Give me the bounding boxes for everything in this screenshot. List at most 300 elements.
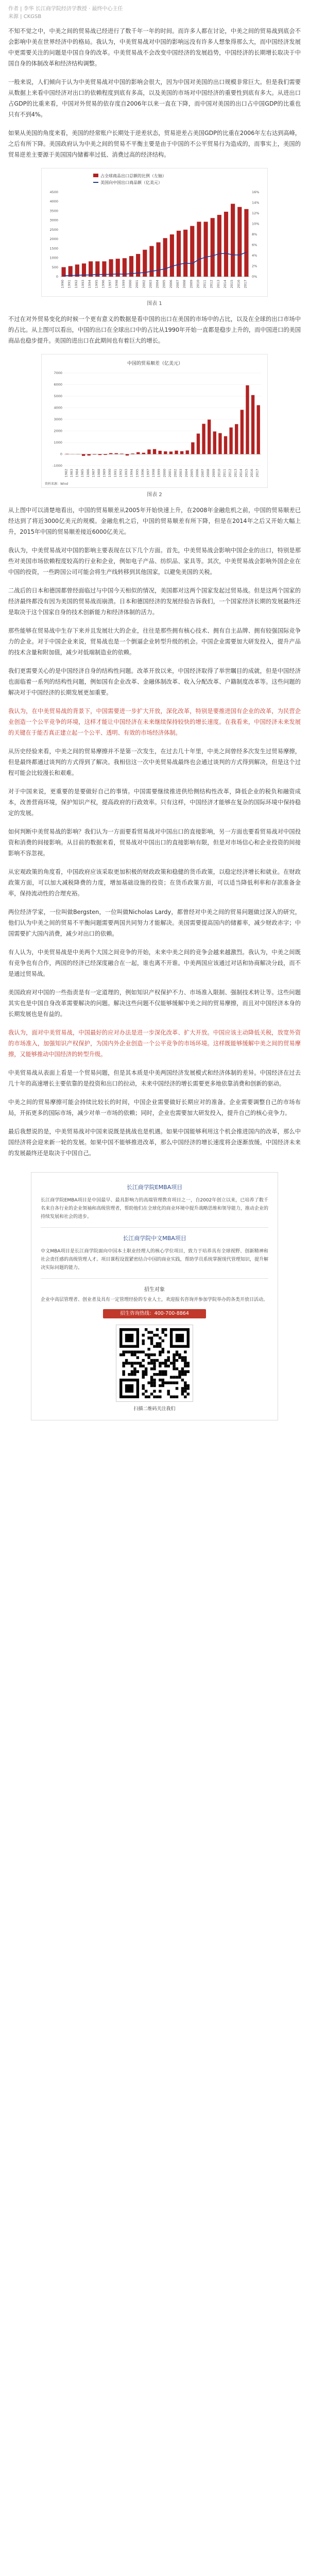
line-point bbox=[219, 253, 220, 255]
qr-module bbox=[164, 1373, 167, 1376]
line-point bbox=[104, 274, 105, 275]
qr-module bbox=[153, 1353, 156, 1356]
y-tick-label: 0 bbox=[60, 452, 62, 456]
qr-module bbox=[142, 1370, 145, 1373]
qr-module bbox=[162, 1381, 164, 1384]
qr-module bbox=[181, 1359, 184, 1362]
line-point bbox=[83, 275, 84, 276]
qr-module bbox=[173, 1396, 175, 1398]
qr-finder-core bbox=[176, 1334, 184, 1342]
line-point bbox=[63, 275, 64, 276]
line-point bbox=[239, 255, 240, 256]
y-right-tick-label: 4% bbox=[252, 253, 258, 258]
x-tick-label: 2011 bbox=[202, 280, 207, 289]
qr-module bbox=[136, 1362, 139, 1364]
qr-module bbox=[178, 1376, 181, 1378]
qr-module bbox=[145, 1328, 147, 1331]
line-point bbox=[199, 259, 200, 260]
qr-module bbox=[156, 1334, 159, 1336]
line-point bbox=[158, 269, 159, 270]
line-point bbox=[171, 266, 173, 267]
qr-module bbox=[162, 1384, 164, 1387]
qr-module bbox=[184, 1362, 186, 1364]
qr-module bbox=[145, 1390, 147, 1393]
legend-label-line: 美国向中国出口商品额（亿美元） bbox=[100, 180, 162, 185]
y-right-tick-label: 0% bbox=[252, 275, 258, 279]
qr-module bbox=[125, 1362, 128, 1364]
qr-module bbox=[184, 1373, 186, 1376]
x-tick-label: 2005 bbox=[162, 280, 166, 289]
qr-module bbox=[150, 1367, 153, 1370]
qr-module bbox=[145, 1370, 147, 1373]
chart-1-svg bbox=[42, 168, 268, 297]
x-tick-label: 1987 bbox=[91, 469, 96, 478]
qr-module bbox=[133, 1370, 136, 1373]
x-tick-label: 1992 bbox=[118, 469, 123, 478]
y-left-tick-label: 3000 bbox=[49, 218, 58, 223]
bar bbox=[98, 454, 101, 455]
x-tick-label: 1995 bbox=[135, 469, 140, 478]
y-right-tick-label: 16% bbox=[252, 190, 260, 194]
qr-module bbox=[173, 1353, 175, 1356]
line-point bbox=[144, 272, 145, 273]
x-tick-label: 2013 bbox=[233, 469, 238, 478]
line-point bbox=[70, 275, 71, 276]
qr-module bbox=[173, 1359, 175, 1362]
legend-label-bar: 占全球商品出口总额的比例（左轴） bbox=[100, 174, 166, 178]
qr-module bbox=[164, 1365, 167, 1367]
line-point bbox=[232, 255, 233, 256]
y-right-tick-label: 8% bbox=[252, 232, 258, 236]
x-tick-label: 2009 bbox=[189, 280, 194, 289]
line-point bbox=[77, 275, 78, 276]
bar bbox=[208, 419, 211, 454]
paragraph: 中美贸易战从表面上看是一个贸易问题，但是其本质是中美两国经济发展模式和经济体制的差异。中国经济在过去几十年的高速增长主要依靠的是投资和出口的拉动，未来中国经济的增长需要更多地依靠消费和创新的驱动。 bbox=[8, 1070, 301, 1087]
qr-module bbox=[150, 1379, 153, 1381]
bar bbox=[235, 424, 238, 454]
x-tick-label: 2017 bbox=[255, 469, 260, 478]
qr-module bbox=[184, 1396, 186, 1398]
x-tick-label: 1997 bbox=[108, 280, 112, 289]
bar bbox=[170, 234, 174, 277]
qr-module bbox=[164, 1334, 167, 1336]
x-tick-label: 2014 bbox=[223, 280, 227, 289]
bar bbox=[241, 410, 244, 454]
y-tick-label: 7000 bbox=[54, 371, 62, 375]
x-tick-label: 1991 bbox=[113, 469, 117, 478]
qr-module bbox=[150, 1381, 153, 1384]
x-tick-label: 1996 bbox=[140, 469, 145, 478]
x-tick-label: 2013 bbox=[216, 280, 220, 289]
qr-module bbox=[153, 1384, 156, 1387]
x-tick-label: 2010 bbox=[217, 469, 221, 478]
paragraph: 如何判断中美贸易战的影响？我们认为一方面要看贸易战对中国出口的直接影响，另一方面也要看贸易战对中国投资和消费的间接影响。从目前的数据来看，贸易战对中国出口的直接影响有限，但是对市场信心和企业投资的间接影响不容忽视。 bbox=[8, 828, 301, 857]
qr-module bbox=[162, 1331, 164, 1333]
qr-module bbox=[187, 1384, 190, 1387]
x-tick-label: 1994 bbox=[129, 469, 134, 478]
qr-module bbox=[131, 1353, 133, 1356]
x-tick-label: 1989 bbox=[102, 469, 107, 478]
line-point bbox=[90, 275, 91, 276]
enrollment-text: 企业中高层管理者、创业者及具有一定管理经验的专业人士，欢迎报名咨询并参加学院举办的各类开放日活动。 bbox=[41, 1297, 268, 1302]
qr-module bbox=[128, 1373, 130, 1376]
chart-2-source: 资料来源：Wind bbox=[45, 482, 68, 486]
bar bbox=[164, 451, 167, 454]
bar bbox=[109, 453, 112, 454]
qr-module bbox=[173, 1376, 175, 1378]
qr-module bbox=[173, 1367, 175, 1370]
qr-module bbox=[153, 1390, 156, 1393]
bar bbox=[177, 231, 181, 277]
x-tick-label: 2017 bbox=[243, 280, 248, 289]
y-left-tick-label: 1000 bbox=[49, 256, 58, 260]
qr-module bbox=[128, 1362, 130, 1364]
x-tick-label: 2007 bbox=[176, 280, 180, 289]
bar bbox=[203, 222, 208, 277]
qr-module bbox=[173, 1362, 175, 1364]
qr-module bbox=[153, 1396, 156, 1398]
hotline-button[interactable]: 招生咨询热线：400-700-8864 bbox=[103, 1309, 206, 1318]
y-right-tick-label: 12% bbox=[252, 211, 260, 215]
qr-module bbox=[150, 1384, 153, 1387]
y-tick-label: 1000 bbox=[54, 440, 62, 445]
paragraph: 不知不觉之中，中美之间的贸易战已经进行了数千年一年的时间。而许多人都在讨论，中美之间的贸易战到底会不会影响中美在世界经济中的格局。我认为，中美贸易战对中国的影响远没有许多人想象得那么大，而中国经济发展中更需要关注的问题是中国自身的改革。中美贸易战不会改变中国经济的发展趋势，中国经济的长期增长取决于中国自身的体制改革和经济结构调整。 bbox=[8, 28, 301, 67]
bar bbox=[163, 238, 167, 277]
qr-module bbox=[176, 1351, 178, 1353]
bar bbox=[224, 212, 228, 277]
highlight-paragraph: 我认为，面对中美贸易战，中国最好的应对办法是进一步深化改革、扩大开放。中国应该主动降低关税，放宽外资的市场准入，加强知识产权保护，为国内外企业创造一个公平竞争的市场环境。这样既能够缓解中美之间的贸易摩擦，又能够推动中国经济的转型升级。 bbox=[8, 1029, 301, 1058]
x-tick-label: 2014 bbox=[238, 469, 243, 478]
author-line: 作者 | 李华 长江商学院经济学教授 · 最终中心主任 bbox=[8, 6, 123, 12]
qr-module bbox=[153, 1373, 156, 1376]
qr-module bbox=[173, 1381, 175, 1384]
qr-module bbox=[156, 1396, 159, 1398]
qr-module bbox=[164, 1359, 167, 1362]
qr-module bbox=[145, 1396, 147, 1398]
qr-module bbox=[125, 1351, 128, 1353]
qr-module bbox=[181, 1373, 184, 1376]
promo-text-emba: 长江商学院EMBA项目是中国最早、最具影响力的高端管理教育项目之一，自2002年创立以来，已培养了数千名来自各行业的企业领袖和高级管理者，帮助他们在全球化的商业环境中提升战略思维和领导能力，推动企业的持续发展和社会的进步。 bbox=[41, 1198, 268, 1219]
line-point bbox=[192, 263, 193, 264]
bar bbox=[244, 209, 248, 277]
qr-module bbox=[142, 1376, 145, 1378]
qr-module bbox=[122, 1373, 125, 1376]
qr-module bbox=[142, 1334, 145, 1336]
bar bbox=[89, 261, 93, 277]
paragraph: 中美之间的贸易摩擦可能会持续比较长的时间，中国企业需要做好长期应对的准备。企业需要调整自己的市场布局，开拓更多的国际市场，减少对单一市场的依赖；同时，企业也需要加大研发投入，提升自己的核心竞争力。 bbox=[8, 1099, 301, 1116]
divider bbox=[41, 1227, 268, 1228]
x-tick-label: 1990 bbox=[108, 469, 112, 478]
qr-module bbox=[176, 1359, 178, 1362]
paragraph: 二战后的日本和德国都曾经面临过与中国今天相似的情况，美国都对这两个国家发起过贸易战。但是这两个国家的经济最终都没有因为美国的贸易战而崩溃。日本和德国经济的发展经验告诉我们，一个国家经济长期的发展最终还是取决于这个国家自身的技术创新能力和经济体制的活力。 bbox=[8, 587, 301, 616]
paragraph: 最后我想说的是，中美贸易战对中国来说既是挑战也是机遇。如果中国能够利用这个机会推进国内的改革，那么中国经济将会迎来新一轮的发展。如果中国不能够推进改革，那么中国经济的增长速度将会逐渐放缓。中国经济未来的发展最终还是取决于中国自己。 bbox=[8, 1128, 301, 1157]
qr-module bbox=[167, 1393, 169, 1395]
y-tick-label: 5000 bbox=[54, 394, 62, 398]
chart-1-caption: 图表 1 bbox=[147, 301, 162, 307]
qr-module bbox=[122, 1365, 125, 1367]
bar bbox=[159, 451, 162, 454]
qr-module bbox=[159, 1362, 161, 1364]
qr-module bbox=[159, 1396, 161, 1398]
qr-module bbox=[187, 1365, 190, 1367]
bar bbox=[180, 451, 183, 454]
qr-module bbox=[178, 1373, 181, 1376]
x-tick-label: 1998 bbox=[114, 280, 119, 289]
qr-module bbox=[167, 1365, 169, 1367]
qr-finder-core bbox=[125, 1334, 133, 1342]
x-tick-label: 2001 bbox=[135, 280, 140, 289]
qr-module bbox=[176, 1396, 178, 1398]
qr-module bbox=[184, 1351, 186, 1353]
x-tick-label: 1990 bbox=[60, 280, 65, 289]
qr-module bbox=[181, 1393, 184, 1395]
y-left-tick-label: 3500 bbox=[49, 209, 58, 213]
line-point bbox=[165, 268, 166, 269]
source-label[interactable]: 来源 | CKGSB bbox=[8, 14, 42, 20]
article-source-line bbox=[8, 5, 301, 21]
x-tick-label: 2007 bbox=[200, 469, 205, 478]
bar bbox=[156, 242, 160, 277]
qr-module bbox=[167, 1390, 169, 1393]
paragraph: 有人认为，中美贸易战是中美两个大国之间竞争的开始，未来中美之间的竞争会越来越激烈。我认为，中美之间既有竞争也有合作，两国的经济已经深度融合在一起，谁也离不开谁。中美两国应该通过对话和协商解决分歧，而不是通过贸易战。 bbox=[8, 949, 301, 977]
qr-module bbox=[125, 1359, 128, 1362]
paragraph: 从历史经验来看，中美之间的贸易摩擦并不是第一次发生，在过去几十年里，中美之间曾经多次发生过贸易摩擦，但是最终都通过谈判的方式得到了解决。我相信这一次中美贸易战最终也会通过谈判的方式得到解决，但是这个过程可能会比较漫长和艰难。 bbox=[8, 748, 301, 776]
qr-module bbox=[184, 1384, 186, 1387]
x-tick-label: 1982 bbox=[64, 469, 68, 478]
x-tick-label: 2004 bbox=[184, 469, 188, 478]
qr-module bbox=[153, 1334, 156, 1336]
x-tick-label: 1996 bbox=[101, 280, 106, 289]
qr-module bbox=[159, 1342, 161, 1345]
qr-module bbox=[119, 1353, 122, 1356]
qr-module bbox=[167, 1351, 169, 1353]
x-tick-label: 2002 bbox=[173, 469, 178, 478]
qr-module bbox=[159, 1353, 161, 1356]
qr-module bbox=[142, 1384, 145, 1387]
qr-module bbox=[142, 1351, 145, 1353]
bar bbox=[211, 218, 215, 277]
x-tick-label: 1998 bbox=[151, 469, 156, 478]
line-point bbox=[246, 252, 247, 253]
bar bbox=[126, 454, 129, 456]
qr-module bbox=[181, 1390, 184, 1393]
qr-module bbox=[136, 1356, 139, 1359]
y-right-tick-label: 2% bbox=[252, 264, 258, 268]
qr-module bbox=[170, 1381, 173, 1384]
bar bbox=[183, 230, 187, 277]
qr-module bbox=[159, 1384, 161, 1387]
qr-module bbox=[145, 1353, 147, 1356]
qr-module bbox=[176, 1376, 178, 1378]
bar bbox=[191, 443, 194, 454]
qr-module bbox=[131, 1373, 133, 1376]
qr-module bbox=[162, 1373, 164, 1376]
qr-module bbox=[181, 1379, 184, 1381]
line-point bbox=[212, 256, 213, 257]
line-point bbox=[131, 273, 132, 274]
qr-module bbox=[147, 1396, 150, 1398]
qr-module bbox=[122, 1370, 125, 1373]
qr-module bbox=[153, 1359, 156, 1362]
qr-module bbox=[156, 1328, 159, 1331]
qr-module bbox=[133, 1353, 136, 1356]
y-right-tick-label: 6% bbox=[252, 243, 258, 247]
promo-text-mba: 中文MBA项目是长江商学院面向中国本土职业经理人的核心学位项目，致力于培养具有全球视野、创新精神和社会责任感的高级管理人才。项目课程设置紧密结合中国的商业实践，帮助学员系统掌握现代管理知识，提升解决实际问题的能力。 bbox=[41, 1249, 268, 1270]
qr-module bbox=[142, 1373, 145, 1376]
paragraph: 我认为，中美贸易战对中国的影响主要表现在以下几个方面。首先，中美贸易战会影响中国企业的出口，特别是那些对美国市场依赖程度较高的行业和企业，例如电子产品、纺织品、家具等。其次，中美贸易战会影响外国企业在中国的投资，一些跨国公司可能会将生产线转移到其他国家，以避免美国的关税。 bbox=[8, 547, 301, 575]
x-tick-label: 1986 bbox=[85, 469, 90, 478]
line-point bbox=[117, 274, 118, 275]
qr-module bbox=[181, 1370, 184, 1373]
qr-finder-core bbox=[125, 1384, 133, 1393]
line-point bbox=[138, 273, 139, 274]
promo-title-emba: 长江商学院EMBA项目 bbox=[126, 1184, 183, 1191]
legend-swatch-bar bbox=[93, 174, 98, 177]
x-tick-label: 2002 bbox=[142, 280, 146, 289]
qr-module bbox=[184, 1356, 186, 1359]
x-tick-label: 1999 bbox=[121, 280, 126, 289]
qr-module bbox=[142, 1342, 145, 1345]
qr-module bbox=[162, 1362, 164, 1364]
x-tick-label: 2012 bbox=[228, 469, 232, 478]
paragraph: 两位经济学家，一位叫做Bergsten，一位叫做Nicholas Lardy，都曾经对中美之间的贸易问题做过深入的研究，他们认为中美之间的贸易不平衡问题需要两国共同努力才能解决。美国需要提高国内的储蓄率，减少财政赤字；中国需要扩大国内消费，减少对出口的依赖。 bbox=[8, 909, 301, 937]
qr-module bbox=[167, 1356, 169, 1359]
paragraph: 对于中国来说，更重要的是要做好自己的事情。中国需要继续推进供给侧结构性改革，降低企业的税负和融资成本，改善营商环境，保护知识产权，提高政府的行政效率。只有这样，中国经济才能够在复杂的国际环境中保持稳定的发展。 bbox=[8, 788, 301, 817]
x-tick-label: 2003 bbox=[179, 469, 183, 478]
qr-module bbox=[147, 1381, 150, 1384]
qr-module bbox=[156, 1342, 159, 1345]
qr-module bbox=[162, 1348, 164, 1350]
qr-module bbox=[147, 1353, 150, 1356]
qr-module bbox=[147, 1336, 150, 1339]
qr-module bbox=[164, 1328, 167, 1331]
qr-module bbox=[159, 1379, 161, 1381]
qr-module bbox=[162, 1340, 164, 1342]
bar bbox=[142, 453, 145, 454]
x-tick-label: 2000 bbox=[128, 280, 132, 289]
bar bbox=[104, 454, 107, 455]
qr-module bbox=[178, 1356, 181, 1359]
x-tick-label: 2008 bbox=[206, 469, 211, 478]
line-point bbox=[97, 274, 98, 275]
qr-module bbox=[159, 1370, 161, 1373]
qr-module bbox=[181, 1387, 184, 1389]
qr-module bbox=[184, 1359, 186, 1362]
y-tick-label: 3000 bbox=[54, 417, 62, 421]
qr-module bbox=[131, 1370, 133, 1373]
x-tick-label: 2006 bbox=[168, 280, 173, 289]
bar bbox=[257, 405, 260, 454]
qr-module bbox=[184, 1365, 186, 1367]
qr-module bbox=[133, 1367, 136, 1370]
qr-module bbox=[167, 1381, 169, 1384]
qr-module bbox=[122, 1351, 125, 1353]
bar bbox=[213, 431, 216, 454]
promo-block bbox=[31, 1172, 278, 1420]
qr-module bbox=[131, 1351, 133, 1353]
y-right-tick-label: 14% bbox=[252, 200, 260, 205]
enrollment-title: 招生对象 bbox=[144, 1287, 165, 1293]
paragraph: 我们更需要关心的是中国经济自身的结构性问题。改革开放以来，中国经济取得了举世瞩目的成就，但是中国经济也面临着一系列的结构性问题，例如国有企业改革、金融体制改革、收入分配改革、户籍制度改革等。这些问题的解决对于中国经济的长期发展更加重要。 bbox=[8, 668, 301, 696]
qr-module bbox=[147, 1331, 150, 1333]
chart-2 bbox=[41, 354, 268, 488]
paragraph: 那些能够在贸易战中生存下来并且发展壮大的企业，往往是那些拥有核心技术、拥有自主品牌、拥有较强国际竞争力的企业。对于中国企业来说，贸易战也是一个倒逼企业转型升级的机会。中国企业需要加大研发投入，提升产品的技术含量和附加值，减少对低端制造业的依赖。 bbox=[8, 628, 301, 656]
paragraph: 美国政府对中国的一些指责是有一定道理的，例如知识产权保护不力、市场准入限制、强制技术转让等。这些问题其实也是中国自身改革需要解决的问题。解决这些问题不仅能够缓解中美之间的贸易摩擦，而且对中国经济本身的长期发展也是有益的。 bbox=[8, 989, 301, 1018]
y-tick-label: 2000 bbox=[54, 429, 62, 433]
y-left-tick-label: 2500 bbox=[49, 227, 58, 232]
bar bbox=[246, 385, 249, 454]
y-left-tick-label: 4500 bbox=[49, 190, 58, 194]
paragraph: 不过在对外贸易变化的时候一个更有意义的数据是看中国的出口在美国的市场中的占比，以及在全球的出口市场中的占比。从上图可以看出，中国的出口在全球出口中的占比从1990年开始一直都是稳步上升的，而中国进口的美国商品也稳步提升。美国的进出口在此期间也有着巨大的增长。 bbox=[8, 316, 301, 344]
qr-module bbox=[162, 1328, 164, 1331]
bar bbox=[93, 454, 96, 455]
qr-code-icon bbox=[119, 1328, 190, 1398]
x-tick-label: 2003 bbox=[148, 280, 153, 289]
x-tick-label: 1984 bbox=[75, 469, 79, 478]
x-tick-label: 1992 bbox=[74, 280, 78, 289]
bar bbox=[217, 215, 221, 277]
qr-module bbox=[164, 1362, 167, 1364]
y-left-tick-label: 1500 bbox=[49, 246, 58, 251]
qr-module bbox=[153, 1381, 156, 1384]
qr-module bbox=[181, 1356, 184, 1359]
qr-module bbox=[150, 1393, 153, 1395]
x-tick-label: 1997 bbox=[146, 469, 150, 478]
qr-module bbox=[164, 1381, 167, 1384]
qr-module bbox=[184, 1390, 186, 1393]
bar bbox=[136, 452, 140, 454]
qr-code[interactable] bbox=[116, 1325, 193, 1402]
bar bbox=[231, 204, 235, 277]
chart-2-caption: 图表 2 bbox=[147, 492, 162, 498]
x-tick-label: 1995 bbox=[94, 280, 99, 289]
x-tick-label: 2000 bbox=[162, 469, 167, 478]
chart-2-title: 中国的贸易顺差（亿美元） bbox=[127, 361, 183, 366]
qr-module bbox=[159, 1373, 161, 1376]
x-tick-label: 2016 bbox=[250, 469, 254, 478]
y-left-tick-label: 2000 bbox=[49, 237, 58, 242]
qr-module bbox=[150, 1359, 153, 1362]
qr-module bbox=[170, 1376, 173, 1378]
qr-module bbox=[184, 1370, 186, 1373]
line-point bbox=[151, 271, 152, 272]
qr-module bbox=[139, 1362, 142, 1364]
bar bbox=[147, 449, 150, 454]
bar bbox=[175, 451, 178, 454]
line-point bbox=[205, 257, 207, 258]
qr-module bbox=[150, 1331, 153, 1333]
qr-module bbox=[187, 1362, 190, 1364]
qr-module bbox=[187, 1387, 190, 1389]
qr-module bbox=[136, 1351, 139, 1353]
qr-module bbox=[176, 1353, 178, 1356]
bar bbox=[197, 434, 200, 454]
qr-module bbox=[136, 1370, 139, 1373]
bar bbox=[131, 453, 134, 454]
x-tick-label: 1993 bbox=[124, 469, 129, 478]
line-point bbox=[226, 253, 227, 254]
x-tick-label: 1994 bbox=[88, 280, 92, 289]
qr-module bbox=[164, 1370, 167, 1373]
line-point bbox=[124, 274, 125, 275]
qr-module bbox=[133, 1362, 136, 1364]
x-tick-label: 2008 bbox=[182, 280, 187, 289]
qr-module bbox=[173, 1365, 175, 1367]
qr-module bbox=[150, 1353, 153, 1356]
y-left-tick-label: 4000 bbox=[49, 199, 58, 204]
qr-module bbox=[162, 1370, 164, 1373]
x-tick-label: 2006 bbox=[195, 469, 199, 478]
